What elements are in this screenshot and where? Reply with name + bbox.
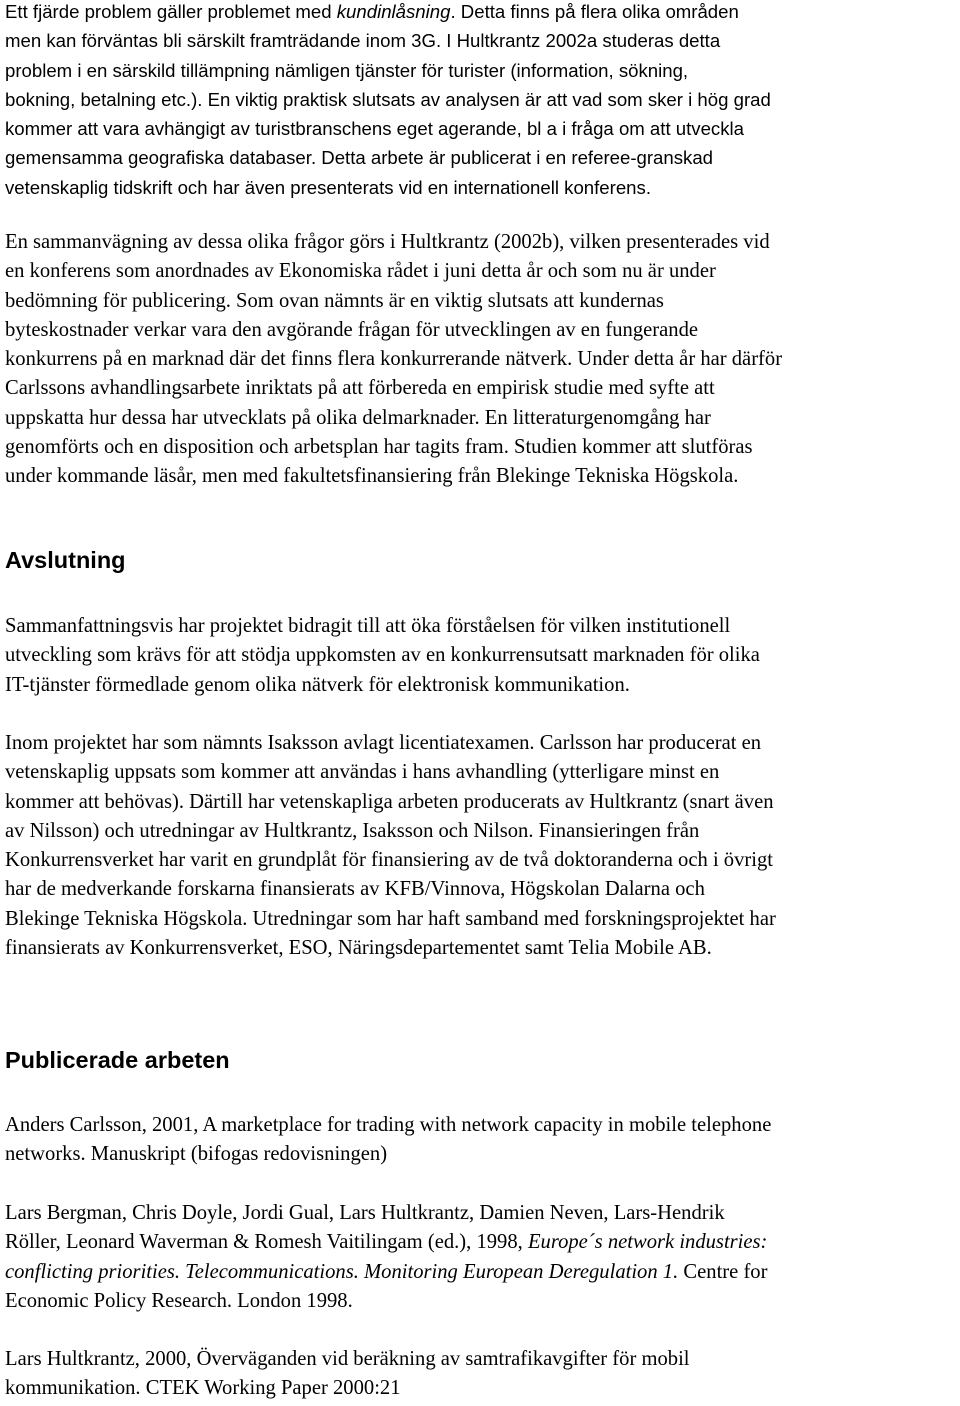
- text-line: Lars Bergman, Chris Doyle, Jordi Gual, Lars Hultkrantz, Damien Neven, Lars-Hendrik: [5, 1202, 725, 1224]
- section-heading-publicerade: [5, 1045, 230, 1075]
- text-line: en konferens som anordnades av Ekonomiska rådet i juni detta år och som nu är under: [5, 260, 716, 283]
- intro-line-7: vetenskaplig tidskrift och har även presenterats vid en internationell konferens.: [5, 176, 651, 198]
- text-line: bedömning för publicering. Som ovan nämnts är en viktig slutsats att kundernas: [5, 289, 664, 312]
- text-line: Economic Policy Research. London 1998.: [5, 1289, 353, 1312]
- text-line: Sammanfattningsvis har projektet bidragit till att öka förståelsen för vilken institutionell: [5, 615, 731, 637]
- text-line: Inom projektet har som nämnts Isaksson avlagt licentiatexamen. Carlsson har producerat en: [5, 732, 762, 754]
- text-line: conflicting priorities. Telecommunications. Monitoring European Deregulation 1. Centre for: [5, 1260, 768, 1283]
- intro-line-1: Ett fjärde problem gäller problemet med kundinlåsning. Detta finns på flera olika områden: [5, 1, 739, 22]
- conclusion-text-2: [5, 729, 776, 963]
- text-line: IT-tjänster förmedlade genom olika nätverk för elektronisk kommunikation.: [5, 673, 630, 696]
- conclusion-text-1: [5, 612, 760, 700]
- text-line: Blekinge Tekniska Högskola. Utredningar som har haft samband med forskningsprojektet har: [5, 907, 776, 930]
- text-line: Anders Carlsson, 2001, A marketplace for trading with network capacity in mobile telephone: [5, 1114, 772, 1136]
- intro-line-6: gemensamma geografiska databaser. Detta arbete är publicerat i en referee-granskad: [5, 147, 713, 169]
- reference-2: [5, 1199, 767, 1316]
- text-line: Carlssons avhandlingsarbete inriktats på att förbereda en empirisk studie med syfte att: [5, 377, 715, 400]
- reference-text: [5, 1345, 690, 1404]
- text-line: kommunikation. CTEK Working Paper 2000:21: [5, 1377, 401, 1400]
- text-line: vetenskaplig uppsats som kommer att användas i hans avhandling (ytterligare minst en: [5, 761, 720, 784]
- text-line: under kommande läsår, men med fakultetsfinansiering från Blekinge Tekniska Högskola.: [5, 465, 739, 488]
- section-heading-avslutning: [5, 545, 126, 575]
- intro-line-2: men kan förväntas bli särskilt framträdande inom 3G. I Hultkrantz 2002a studeras detta: [5, 30, 721, 52]
- text-line: byteskostnader verkar vara den avgörande frågan för utvecklingen av en fungerande: [5, 318, 699, 341]
- text-line: har de medverkande forskarna finansierats av KFB/Vinnova, Högskolan Dalarna och: [5, 878, 705, 901]
- text-line: uppskatta hur dessa har utvecklats på olika delmarknader. En litteraturgenomgång har: [5, 406, 711, 429]
- text-line: Röller, Leonard Waverman & Romesh Vaitilingam (ed.), 1998, Europe´s network industries:: [5, 1231, 768, 1254]
- text-line: konkurrens på en marknad där det finns flera konkurrerande nätverk. Under detta år har därför: [5, 348, 783, 371]
- text-line: utveckling som krävs för att stödja uppkomsten av en konkurrensutsatt marknaden för olika: [5, 644, 760, 667]
- text-line: networks. Manuskript (bifogas redovisningen): [5, 1143, 388, 1166]
- reference-text: [5, 1199, 767, 1316]
- reference-1: [5, 1111, 771, 1170]
- reference-3: [5, 1345, 690, 1404]
- text-line: Konkurrensverket har varit en grundplåt för finansiering av de två doktoranderna och i övrigt: [5, 849, 774, 872]
- text-line: av Nilsson) och utredningar av Hultkrantz, Isaksson och Nilson. Finansieringen från: [5, 819, 700, 842]
- intro-paragraph: [5, 0, 771, 202]
- summary-paragraph: [5, 228, 782, 492]
- intro-line-4: bokning, betalning etc.). En viktig praktisk slutsats av analysen är att vad som sker i hög grad: [5, 88, 771, 110]
- text-line: finansierats av Konkurrensverket, ESO, Näringsdepartementet samt Telia Mobile AB.: [5, 937, 712, 960]
- conclusion-paragraph-1: [5, 612, 760, 700]
- section-heading: Publicerade arbeten: [5, 1047, 230, 1073]
- conclusion-paragraph-2: [5, 729, 776, 963]
- section-heading: Avslutning: [5, 547, 126, 573]
- summary-text: [5, 228, 782, 492]
- intro-line-5: kommer att vara avhängigt av turistbranschens eget agerande, bl a i fråga om att utveckla: [5, 118, 744, 140]
- text-line: kommer att behövas). Därtill har vetenskapliga arbeten producerats av Hultkrantz (snart även: [5, 790, 774, 813]
- intro-text: [5, 0, 771, 202]
- text-line: Lars Hultkrantz, 2000, Överväganden vid beräkning av samtrafikavgifter för mobil: [5, 1348, 690, 1370]
- text-line: genomförts och en disposition och arbetsplan har tagits fram. Studien kommer att slutföras: [5, 436, 753, 459]
- intro-line-3: problem i en särskild tillämpning nämligen tjänster för turister (information, sökning,: [5, 59, 689, 81]
- reference-text: [5, 1111, 771, 1170]
- text-line: En sammanvägning av dessa olika frågor görs i Hultkrantz (2002b), vilken presenterades vid: [5, 231, 770, 253]
